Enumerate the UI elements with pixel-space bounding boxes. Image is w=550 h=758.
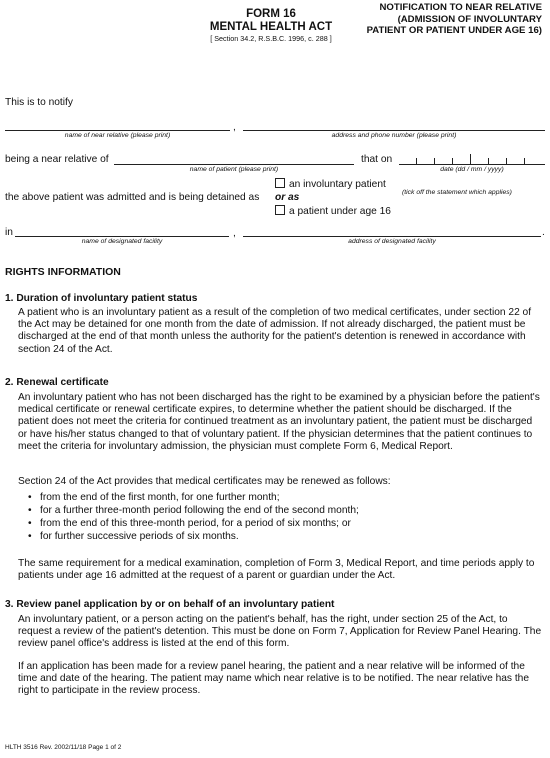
notification-line: (ADMISSION OF INVOLUNTARY — [397, 13, 542, 25]
comma: , — [233, 228, 236, 239]
list-item: • for further successive periods of six months. — [28, 530, 359, 543]
that-on-label: that on — [361, 154, 393, 165]
address-phone-caption: address and phone number (please print) — [331, 132, 457, 139]
intro-text: This is to notify — [5, 97, 73, 108]
facility-address-field[interactable] — [243, 236, 541, 237]
date-tick — [488, 158, 489, 164]
in-label: in — [5, 227, 13, 238]
option-involuntary[interactable] — [275, 178, 386, 191]
list-item: • from the end of this three-month period, for a period of six months; or — [28, 517, 359, 530]
patient-name-caption: name of patient (please print) — [189, 166, 279, 173]
address-phone-field[interactable] — [243, 130, 545, 131]
or-as-text: or as — [275, 192, 300, 203]
near-relative-label: being a near relative of — [5, 154, 109, 165]
date-tick — [506, 158, 507, 164]
involuntary-label: an involuntary patient — [289, 179, 386, 190]
rights-information-heading: RIGHTS INFORMATION — [5, 266, 121, 278]
form-footer: HLTH 3516 Rev. 2002/11/18 Page 1 of 2 — [5, 744, 122, 751]
section-2-title: 2. Renewal certificate — [5, 377, 109, 388]
end-period: . — [542, 227, 545, 238]
facility-name-field[interactable] — [15, 236, 229, 237]
comma: , — [233, 122, 236, 133]
section-3-paragraph: An involuntary patient, or a person acting on the patient's behalf, has the right, under section 25 of the Act, to request a review of the patient's detention. This must be done on Form 7, Application for Review Panel Hearing. The review panel office's address is listed at the end of this form. — [18, 614, 542, 650]
option-under-16[interactable] — [275, 205, 391, 218]
section-2-renewal-intro: Section 24 of the Act provides that medical certificates may be renewed as follows: — [18, 476, 391, 487]
patient-name-field[interactable] — [114, 164, 354, 165]
form-number: FORM 16 — [246, 8, 296, 20]
date-tick — [416, 158, 417, 164]
date-tick — [452, 158, 453, 164]
list-item: • from the end of the first month, for one further month; — [28, 491, 359, 504]
notification-line: NOTIFICATION TO NEAR RELATIVE — [379, 2, 542, 13]
act-name: MENTAL HEALTH ACT — [209, 21, 333, 33]
admitted-label: the above patient was admitted and is being detained as — [5, 192, 260, 203]
renewal-periods-list — [28, 491, 359, 543]
facility-name-caption: name of designated facility — [81, 238, 163, 245]
tick-note: (tick off the statement which applies) — [402, 189, 512, 196]
near-relative-name-caption: name of near relative (please print) — [64, 132, 171, 139]
section-1-title: 1. Duration of involuntary patient status — [5, 293, 198, 304]
section-reference: [ Section 34.2, R.S.B.C. 1996, c. 288 ] — [210, 34, 332, 43]
involuntary-checkbox[interactable] — [275, 178, 285, 188]
section-2-paragraph: An involuntary patient who has not been discharged has the right to be examined by a physician before the patient's medical certificate or renewal certificate expires, to determine whether the patient should be discharged. If the patient does not meet the criteria for continued treatment as an involuntary patient, the patient must be discharged or have his/her status changed to that of voluntary patient. If the physician determines that the patient continues to meet the criteria for involuntary admission, the physician must complete Form 6, Medical Report. — [18, 392, 540, 452]
near-relative-name-field[interactable] — [5, 130, 230, 131]
admission-date-field[interactable] — [399, 164, 545, 165]
list-item: • for a further three-month period following the end of the second month; — [28, 504, 359, 517]
notification-title — [342, 2, 542, 37]
date-tick — [434, 158, 435, 164]
under-16-label: a patient under age 16 — [289, 206, 391, 217]
date-caption: date (dd / mm / yyyy) — [440, 166, 504, 173]
facility-address-caption: address of designated facility — [348, 238, 436, 245]
form-header — [196, 8, 346, 44]
under-16-checkbox[interactable] — [275, 205, 285, 215]
section-3-title: 3. Review panel application by or on behalf of an involuntary patient — [5, 599, 335, 610]
notification-line: PATIENT OR PATIENT UNDER AGE 16) — [366, 25, 542, 36]
section-3-hearing-paragraph: If an application has been made for a review panel hearing, the patient and a near relative will be informed of the time and date of the hearing. The patient may name which near relative is to be notified. The near relative has the right to participate in the review process. — [18, 661, 530, 697]
section-2-under-16-paragraph: The same requirement for a medical examination, completion of Form 3, Medical Report, and time periods apply to patients under age 16 admitted at the request of a parent or guardian under the Act. — [18, 558, 535, 582]
date-tick — [524, 158, 525, 164]
date-tick — [470, 154, 471, 164]
section-1-paragraph: A patient who is an involuntary patient as a result of the completion of two medical certificates, under section 22 of the Act may be detained for one month from the date of admission. If not already discharged, the patient must be discharged at the end of that month unless the authority for the patient's detention is renewed in accordance with section 24 of the Act. — [18, 307, 532, 355]
